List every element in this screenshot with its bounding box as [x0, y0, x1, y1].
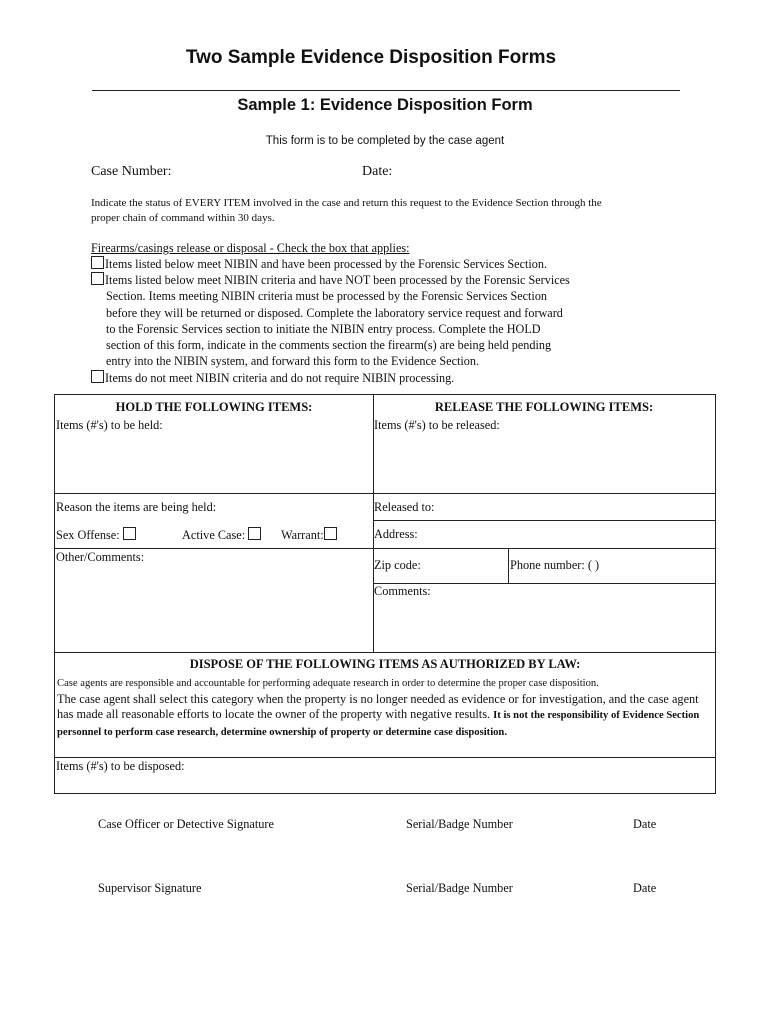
table-divider: [373, 520, 715, 521]
table-divider: [55, 652, 715, 653]
supervisor-signature-label: Supervisor Signature: [98, 881, 202, 895]
phone-number-field[interactable]: Phone number: ( ): [510, 558, 600, 572]
table-divider: [373, 548, 715, 549]
warrant-option: [281, 527, 338, 543]
hold-reason-field[interactable]: Reason the items are being held:: [56, 500, 217, 514]
dispose-line-1: Case agents are responsible and accountable for performing adequate research in order to determine the proper case disposition.: [57, 678, 599, 689]
instructions-line-1: Indicate the status of EVERY ITEM involved in the case and return this request to the Evidence Section through the: [91, 197, 602, 209]
nibin-not-processed-line: entry into the NIBIN system, and forward this form to the Evidence Section.: [106, 354, 479, 369]
warrant-checkbox[interactable]: [324, 527, 337, 540]
nibin-option-processed: [91, 256, 547, 272]
nibin-processed-checkbox[interactable]: [91, 256, 104, 269]
form-subtitle: Sample 1: Evidence Disposition Form: [237, 96, 533, 114]
date-label: Date:: [362, 164, 393, 179]
nibin-not-processed-line: before they will be returned or disposed. Complete the laboratory service request and forward: [106, 305, 563, 320]
nibin-not-processed-line: to the Forensic Services section to initiate the NIBIN entry process. Complete the HOLD: [106, 321, 541, 336]
table-divider: [508, 548, 509, 583]
table-divider: [55, 548, 373, 549]
title-divider: [92, 90, 680, 91]
nibin-not-processed-line: Items listed below meet NIBIN criteria and have NOT been processed by the Forensic Services: [105, 273, 570, 287]
instructions-line-2: proper chain of command within 30 days.: [91, 212, 275, 224]
nibin-processed-label: Items listed below meet NIBIN and have been processed by the Forensic Services Section.: [105, 257, 548, 271]
released-to-field[interactable]: Released to:: [374, 500, 435, 514]
page-title: Two Sample Evidence Disposition Forms: [185, 47, 557, 68]
badge-number-label: Serial/Badge Number: [406, 817, 513, 831]
release-heading: RELEASE THE FOLLOWING ITEMS:: [434, 400, 654, 414]
release-comments-field[interactable]: Comments:: [374, 584, 431, 598]
table-divider: [55, 493, 715, 494]
nibin-not-processed-checkbox[interactable]: [91, 272, 104, 285]
case-number-label: Case Number:: [91, 164, 172, 179]
dispose-heading: DISPOSE OF THE FOLLOWING ITEMS AS AUTHORIZED BY LAW:: [189, 657, 581, 671]
nibin-not-processed-line: Section. Items meeting NIBIN criteria must be processed by the Forensic Services Section: [106, 289, 548, 304]
dispose-line-2: [57, 692, 713, 741]
dispose-items-field[interactable]: Items (#'s) to be disposed:: [56, 759, 185, 773]
sex-offense-checkbox[interactable]: [123, 527, 136, 540]
table-divider: [55, 757, 715, 758]
nibin-not-required-checkbox[interactable]: [91, 370, 104, 383]
firearms-heading: Firearms/casings release or disposal - Check the box that applies:: [91, 241, 410, 255]
release-items-field[interactable]: Items (#'s) to be released:: [374, 418, 500, 432]
dispose-line-2-text: The case agent shall select this category when the property is no longer needed as evidence or for investigation, and the case agent has made all reasonable efforts to locate the owner of the property with negative results.: [57, 691, 699, 721]
signature-date-label: Date: [633, 817, 657, 831]
hold-heading: HOLD THE FOLLOWING ITEMS:: [115, 400, 313, 414]
nibin-option-not-required: [91, 370, 454, 386]
form-note: This form is to be completed by the case agent: [265, 135, 505, 147]
address-field[interactable]: Address:: [374, 527, 418, 541]
nibin-option-not-processed: [91, 272, 570, 370]
case-officer-signature-label: Case Officer or Detective Signature: [98, 817, 274, 831]
active-case-label: Active Case:: [182, 528, 246, 542]
disposition-table: [54, 394, 716, 794]
hold-items-field[interactable]: Items (#'s) to be held:: [56, 418, 163, 432]
nibin-not-processed-line: section of this form, indicate in the comments section the firearm(s) are being held pending: [106, 338, 552, 353]
active-case-option: [182, 527, 262, 543]
zip-code-field[interactable]: Zip code:: [374, 558, 421, 572]
active-case-checkbox[interactable]: [248, 527, 261, 540]
sex-offense-option: [56, 527, 137, 543]
nibin-not-required-label: Items do not meet NIBIN criteria and do not require NIBIN processing.: [105, 371, 455, 385]
dispose-line-2-bold: It is not the responsibility of Evidence Section personnel to perform case research, determine ownership of property or determine case disposition.: [57, 710, 700, 738]
dispose-description: [57, 676, 713, 740]
hold-other-comments-field[interactable]: Other/Comments:: [56, 550, 145, 564]
sex-offense-label: Sex Offense:: [56, 528, 120, 542]
table-divider: [373, 395, 374, 652]
supervisor-date-label: Date: [633, 881, 657, 895]
warrant-label: Warrant:: [281, 528, 324, 542]
supervisor-badge-number-label: Serial/Badge Number: [406, 881, 513, 895]
